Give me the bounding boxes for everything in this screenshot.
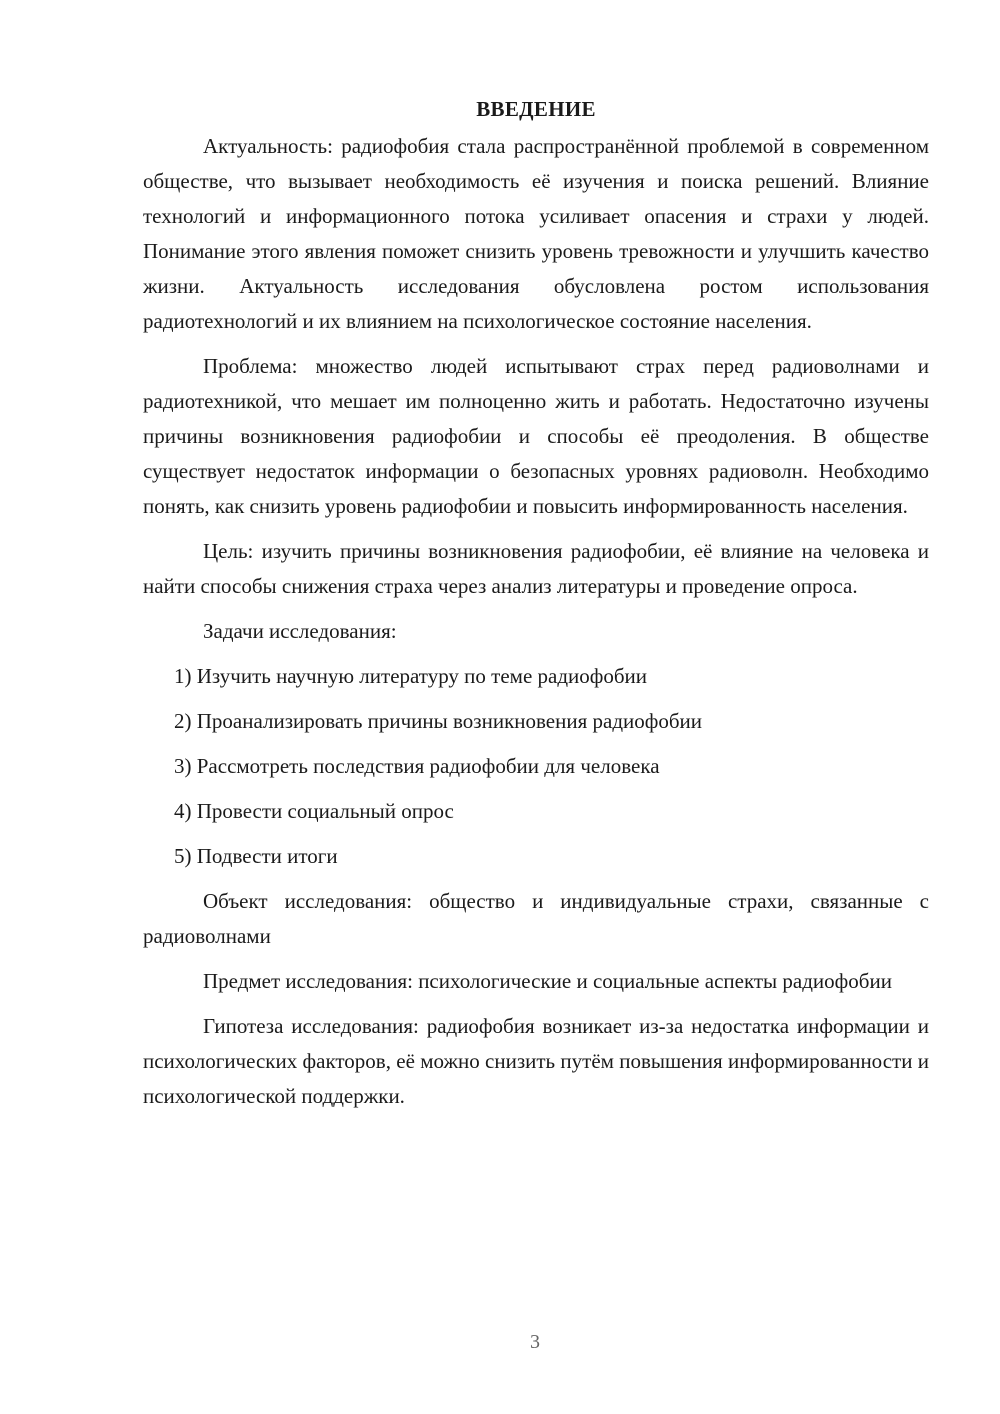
goal-paragraph: Цель: изучить причины возникновения радиофобии, её влияние на человека и найти способы снижения страха через анализ литературы и проведение опроса. — [143, 539, 929, 598]
subject-paragraph: Предмет исследования: психологические и социальные аспекты радиофобии — [203, 969, 892, 993]
page-title: ВВЕДЕНИЕ — [476, 97, 596, 121]
hypothesis-paragraph: Гипотеза исследования: радиофобия возникает из-за недостатка информации и психологических факторов, её можно снизить путём повышения информированности и психологической поддержки. — [143, 1014, 929, 1108]
problem-paragraph: Проблема: множество людей испытывают страх перед радиоволнами и радиотехникой, что мешает им полноценно жить и работать. Недостаточно изучены причины возникновения радиофобии и способы её преодоления. В обществе существует недостаток информации о безопасных уровнях радиоволн. Необходимо понять, как снизить уровень радиофобии и повысить информированность населения. — [143, 354, 929, 518]
task-item-4: 4) Провести социальный опрос — [174, 799, 454, 823]
object-paragraph: Объект исследования: общество и индивидуальные страхи, связанные с радиоволнами — [143, 889, 929, 948]
task-item-3: 3) Рассмотреть последствия радиофобии для человека — [174, 754, 660, 778]
task-item-5: 5) Подвести итоги — [174, 844, 338, 868]
tasks-heading: Задачи исследования: — [203, 619, 397, 643]
page-number: 3 — [530, 1331, 540, 1353]
task-item-2: 2) Проанализировать причины возникновения радиофобии — [174, 709, 703, 733]
document-page — [143, 92, 929, 1124]
task-list — [143, 659, 929, 874]
task-item-1: 1) Изучить научную литературу по теме радиофобии — [174, 664, 648, 688]
relevance-paragraph: Актуальность: радиофобия стала распространённой проблемой в современном обществе, что вызывает необходимость её изучения и поиска решений. Влияние технологий и информационного потока усиливает опасения и страхи у людей. Понимание этого явления поможет снизить уровень тревожности и улучшить качество жизни. Актуальность исследования обусловлена ростом использования радиотехнологий и их влиянием на психологическое состояние населения. — [143, 134, 929, 333]
